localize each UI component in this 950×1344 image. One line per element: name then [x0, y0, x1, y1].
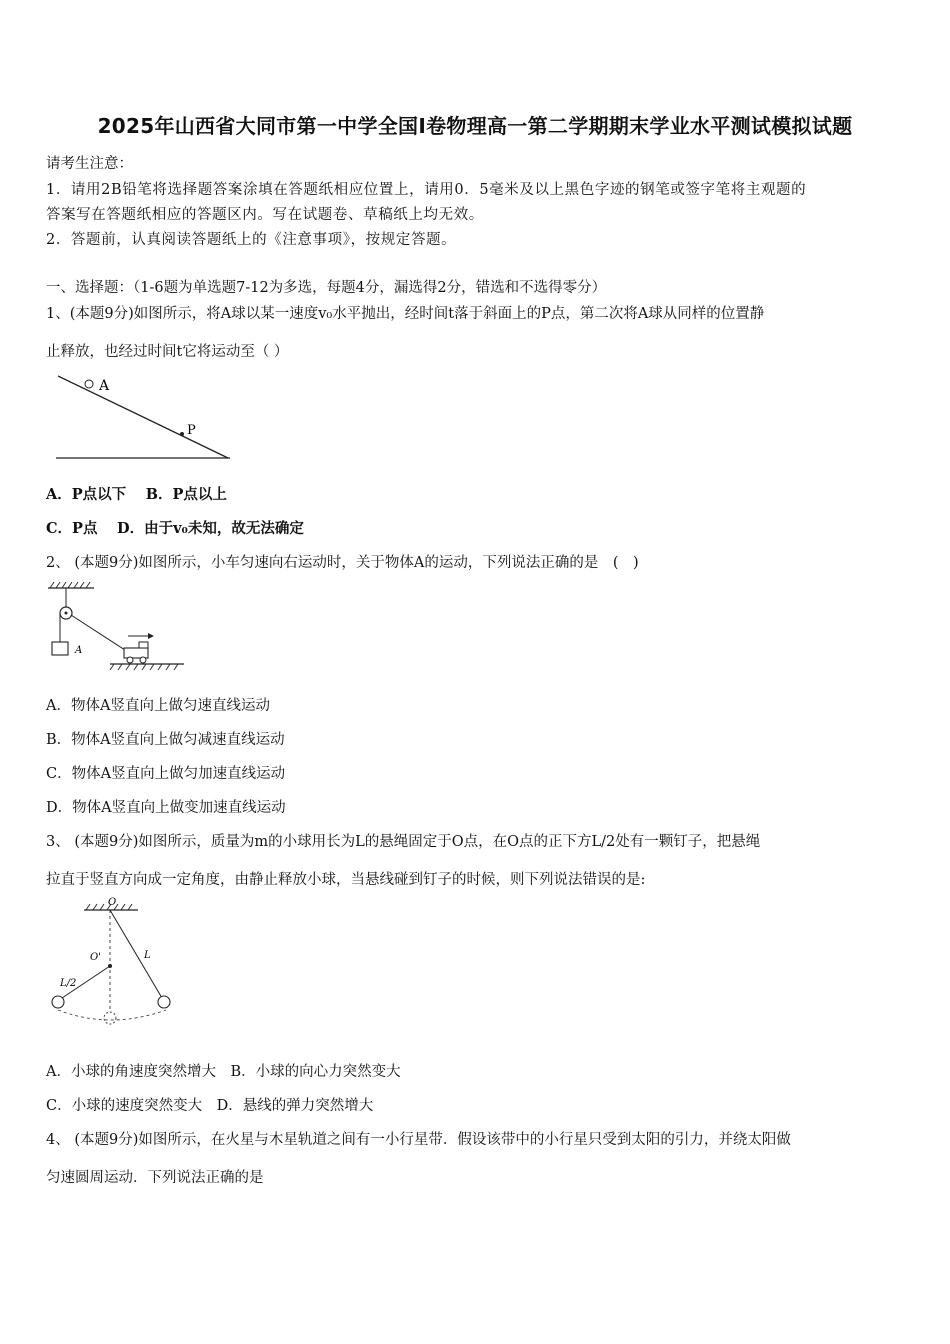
section-heading: 一、选择题：（1-6题为单选题7-12为多选，每题4分，漏选得2分，错选和不选得零分） — [46, 280, 607, 296]
ball-left — [52, 996, 64, 1008]
pendulum-figure — [44, 894, 184, 1026]
cart-wheel-right — [140, 657, 146, 663]
label-l-half: L/2 — [60, 978, 77, 989]
ball-a — [85, 380, 93, 388]
question-3-line-1: 3、 (本题9分)如图所示，质量为m的小球用长为L的悬绳固定于O点，在O点的正下方L/2处有一颗钉子，把悬绳 — [46, 834, 761, 850]
incline-line — [58, 376, 228, 458]
cart-cab — [139, 642, 148, 648]
label-o-prime: O' — [90, 952, 101, 963]
question-3-options-row-1: A．小球的角速度突然增大 B．小球的向心力突然变大 — [46, 1064, 401, 1080]
label-l: L — [144, 950, 151, 961]
question-1-line-2: 止释放，也经过时间t它将运动至（ ） — [46, 344, 289, 360]
notice-heading: 请考生注意： — [46, 156, 133, 172]
question-2-option-b: B．物体A竖直向上做匀减速直线运动 — [46, 732, 285, 748]
notice-item-1-line-1: 1．请用2B铅笔将选择题答案涂填在答题纸相应位置上，请用0．5毫米及以上黑色字迹的钢笔或签字笔将主观题的 — [46, 182, 807, 198]
question-2-option-d: D．物体A竖直向上做变加速直线运动 — [46, 800, 286, 816]
cart-body — [124, 648, 148, 658]
page-title: 2025年山西省大同市第一中学全国Ⅰ卷物理高一第二学期期末学业水平测试模拟试题 — [97, 114, 853, 138]
point-p — [180, 432, 184, 436]
label-a: A — [99, 378, 110, 394]
incline-figure — [48, 368, 238, 464]
velocity-arrowhead — [148, 633, 154, 639]
label-o: O — [108, 897, 117, 908]
pulley-axle — [65, 612, 68, 615]
question-1-line-1: 1、(本题9分)如图所示，将A球以某一速度v₀水平抛出，经时间t落于斜面上的P点，第二次将A球从同样的位置静 — [46, 306, 765, 322]
label-block-a: A — [75, 645, 83, 656]
string-full — [110, 910, 162, 998]
ceiling-hatch — [50, 582, 90, 588]
question-3-options-row-2: C．小球的速度突然变大 D．悬线的弹力突然增大 — [46, 1098, 374, 1114]
question-1-options-row-2: C．P点 D．由于v₀未知，故无法确定 — [46, 520, 304, 537]
question-2-line-1: 2、 (本题9分)如图所示，小车匀速向右运动时，关于物体A的运动，下列说法正确的是 ( ) — [46, 555, 639, 571]
block-a — [52, 642, 68, 655]
cart-wheel-left — [127, 657, 133, 663]
question-4-line-2: 匀速圆周运动．下列说法正确的是 — [46, 1170, 264, 1186]
question-3-line-2: 拉直于竖直方向成一定角度，由静止释放小球，当悬线碰到钉子的时候，则下列说法错误的是: — [46, 872, 646, 888]
ground-hatch — [110, 664, 178, 670]
question-1-options-row-1: A．P点以下 B．P点以上 — [46, 486, 227, 503]
ball-right — [158, 996, 170, 1008]
question-2-option-c: C．物体A竖直向上做匀加速直线运动 — [46, 766, 286, 782]
ball-bottom — [104, 1012, 116, 1024]
notice-item-1-line-2: 答案写在答题纸相应的答题区内。写在试题卷、草稿纸上均无效。 — [46, 207, 484, 223]
question-4-line-1: 4、 (本题9分)如图所示，在火星与木星轨道之间有一小行星带．假设该带中的小行星只受到太阳的引力，并绕太阳做 — [46, 1132, 791, 1148]
question-2-option-a: A．物体A竖直向上做匀速直线运动 — [46, 698, 270, 714]
label-p: P — [187, 423, 196, 438]
cart-pulley-figure — [44, 580, 190, 676]
notice-item-2: 2．答题前，认真阅读答题纸上的《注意事项》，按规定答题。 — [46, 232, 457, 248]
